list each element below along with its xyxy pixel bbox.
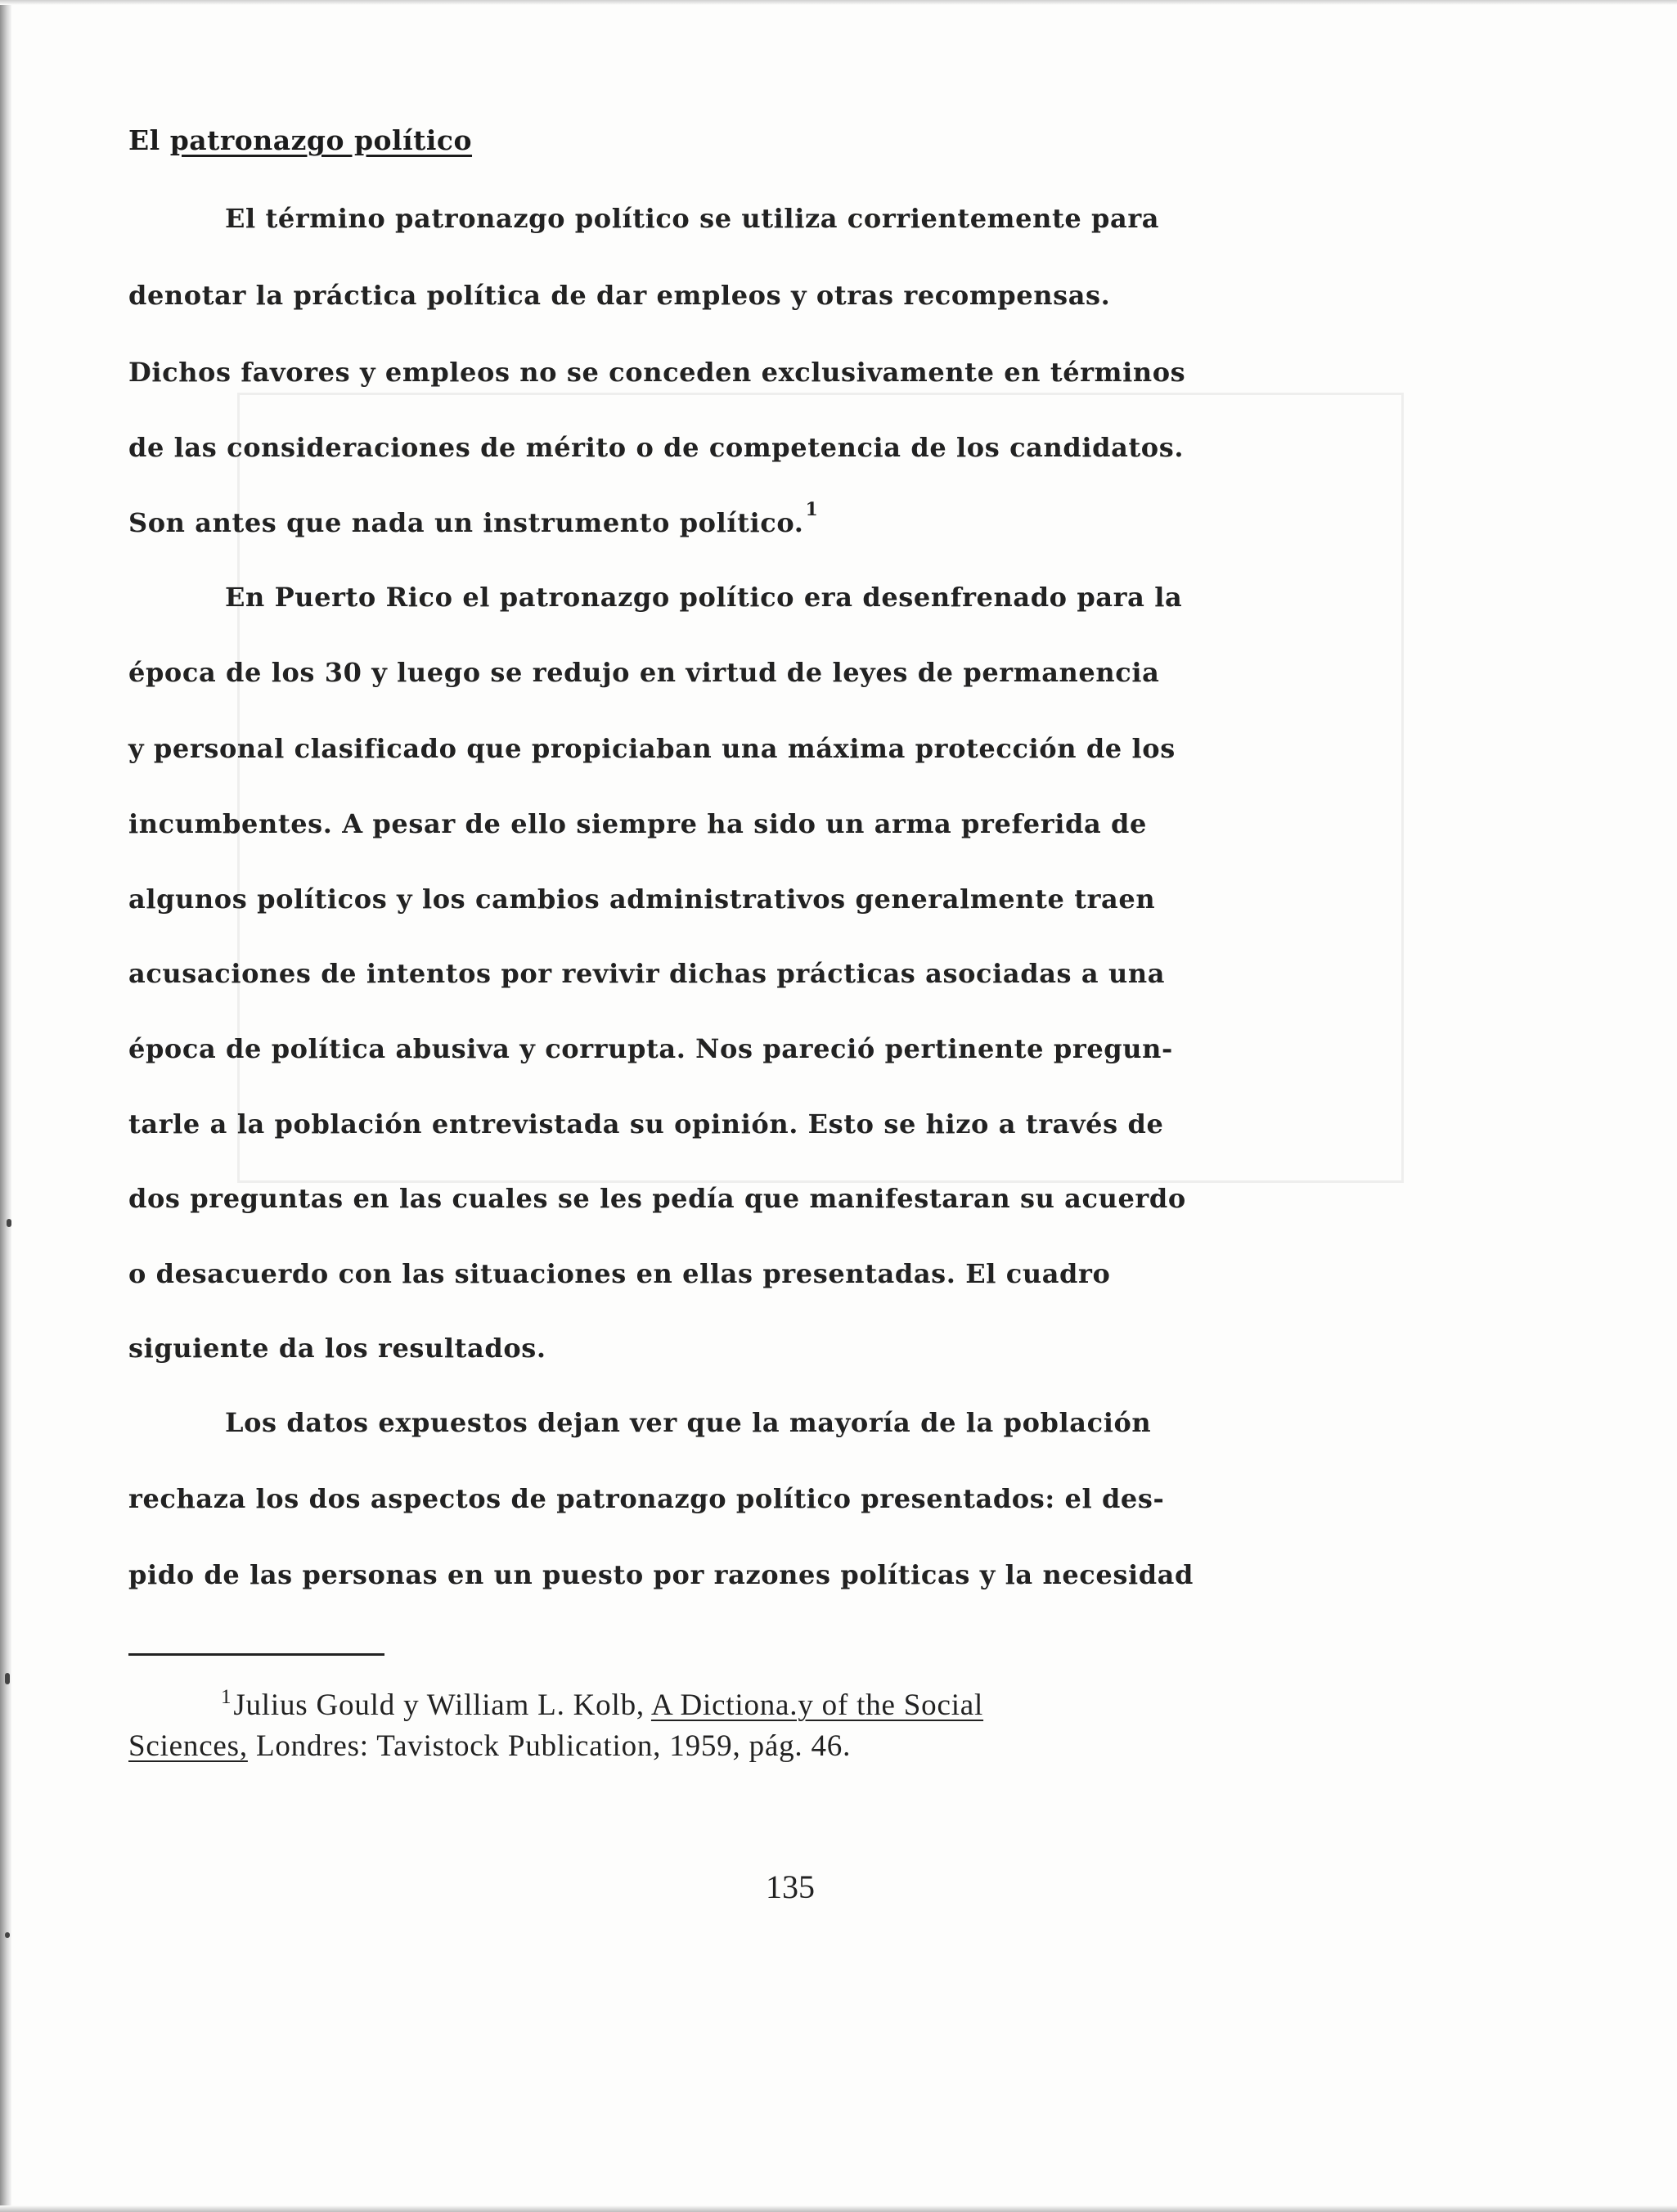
paragraph-line — [128, 499, 819, 544]
paragraph-line: rechaza los dos aspectos de patronazgo político presentados: el des- — [128, 1483, 1165, 1514]
footnote-title-cont: Sciences, — [128, 1729, 248, 1763]
footnote-publication: Londres: Tavistock Publication, 1959, pág. 46. — [247, 1729, 852, 1763]
section-heading — [128, 123, 472, 159]
paragraph-line: de las consideraciones de mérito o de competencia de los candidatos. — [128, 432, 1185, 463]
paragraph-line: denotar la práctica política de dar empleos y otras recompensas. — [128, 280, 1111, 311]
footnote-number: 1 — [221, 1686, 232, 1708]
paragraph-line: Los datos expuestos dejan ver que la mayoría de la población — [225, 1407, 1152, 1438]
paragraph-line: dos preguntas en las cuales se les pedía que manifestaran su acuerdo — [128, 1183, 1186, 1214]
scan-top-edge — [0, 0, 1677, 5]
paragraph-line: pido de las personas en un puesto por razones políticas y la necesidad — [128, 1559, 1194, 1590]
footnote-marker: 1 — [805, 499, 819, 520]
paragraph-line: Dichos favores y empleos no se conceden exclusivamente en términos — [128, 357, 1186, 388]
scan-speck — [5, 1932, 10, 1938]
paragraph-line: El término patronazgo político se utiliza corrientemente para — [225, 203, 1160, 234]
paragraph-line: En Puerto Rico el patronazgo político era desenfrenado para la — [225, 582, 1183, 613]
scan-speck — [5, 1673, 10, 1684]
paragraph-line: época de los 30 y luego se redujo en virtud de leyes de permanencia — [128, 657, 1160, 688]
footnote-title: A Dictiona.y of the Social — [650, 1688, 984, 1722]
footnote-line-2 — [128, 1728, 851, 1765]
paragraph-line: siguiente da los resultados. — [128, 1333, 546, 1364]
footnote-authors: Julius Gould y William L. Kolb, — [233, 1688, 651, 1722]
heading-prefix: El — [128, 124, 170, 156]
page-number: 135 — [766, 1868, 815, 1905]
scan-bottom-edge — [0, 2205, 1677, 2212]
paragraph-line: o desacuerdo con las situaciones en ellas presentadas. El cuadro — [128, 1258, 1111, 1289]
footnote-line-1 — [221, 1687, 983, 1728]
heading-underlined: patronazgo político — [169, 124, 473, 156]
paragraph-line: y personal clasificado que propiciaban una máxima protección de los — [128, 733, 1176, 764]
line-text: Son antes que nada un instrumento político. — [128, 507, 804, 538]
paragraph-line: algunos políticos y los cambios administrativos generalmente traen — [128, 883, 1156, 915]
paragraph-line: acusaciones de intentos por revivir dichas prácticas asociadas a una — [128, 958, 1166, 989]
paragraph-line: tarle a la población entrevistada su opinión. Esto se hizo a través de — [128, 1108, 1164, 1140]
paragraph-line: época de política abusiva y corrupta. Nos pareció pertinente pregun- — [128, 1033, 1173, 1064]
scan-left-edge — [0, 0, 11, 2212]
scan-speck — [7, 1219, 11, 1227]
footnote-rule — [128, 1653, 384, 1656]
paragraph-line: incumbentes. A pesar de ello siempre ha sido un arma preferida de — [128, 808, 1147, 839]
